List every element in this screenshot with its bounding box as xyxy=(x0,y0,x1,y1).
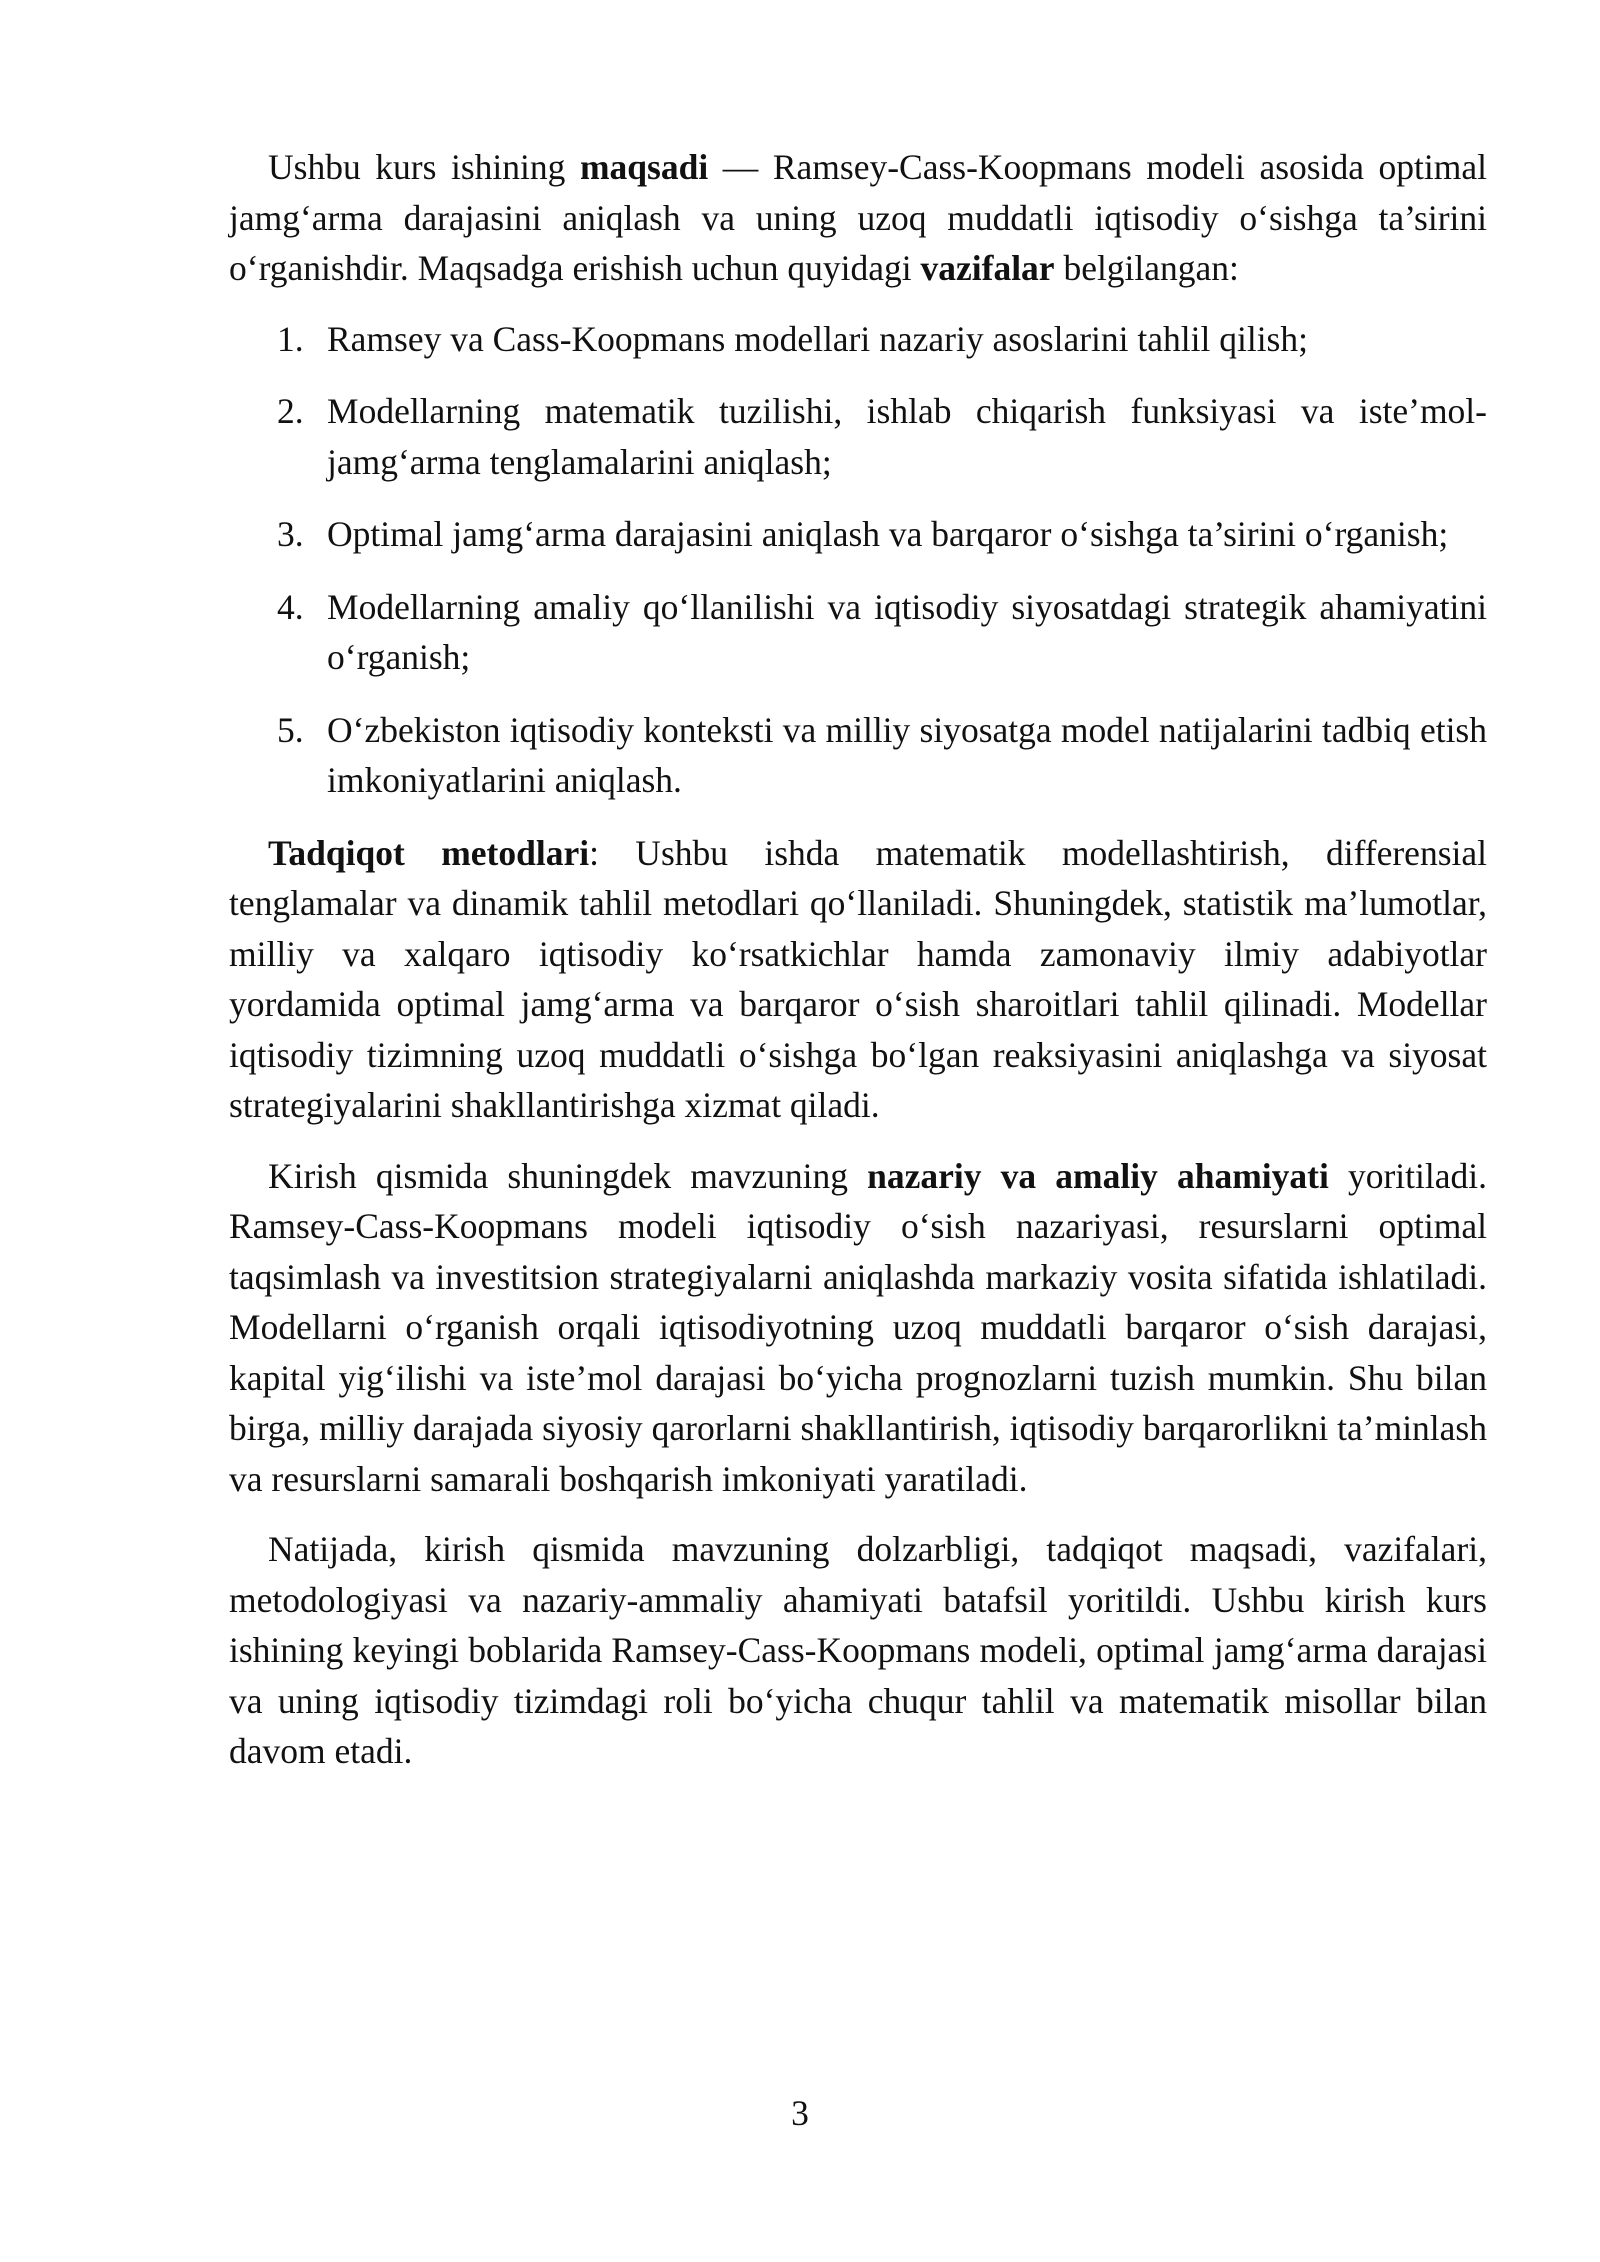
list-item-text: Modellarning matematik tuzilishi, ishlab chiqarish funksiyasi va iste’mol-jamg‘arma tenglamalarini aniqlash; xyxy=(327,391,1487,482)
goal-text-start: Ushbu kurs ishining xyxy=(268,147,580,187)
conclusion-text: Natijada, kirish qismida mavzuning dolzarbligi, tadqiqot maqsadi, vazifalari, metodologiyasi va nazariy-ammaliy ahamiyati batafsil yoritildi. Ushbu kirish kurs ishining keyingi boblarida Ramsey-Cass-Koopmans modeli, optimal jamg‘arma darajasi va uning iqtisodiy tizimdagi roli bo‘yicha chuqur tahlil va matematik misollar bilan davom etadi. xyxy=(229,1529,1487,1771)
list-item xyxy=(229,705,1487,806)
list-item-number: 2. xyxy=(277,391,304,431)
methods-text: : Ushbu ishda matematik modellashtirish, differensial tenglamalar va dinamik tahlil metodlari qo‘llaniladi. Shuningdek, statistik ma’lumotlar, milliy va xalqaro iqtisodiy ko‘rsatkichlar hamda zamonaviy ilmiy adabiyotlar yordamida optimal jamg‘arma va barqaror o‘sish sharoitlari tahlil qilinadi. Modellar iqtisodiy tizimning uzoq muddatli o‘sishga bo‘lgan reaksiyasini aniqlashga va siyosat strategiyalarini shakllantirishga xizmat qiladi. xyxy=(229,832,1487,1125)
document-page-body xyxy=(229,142,1487,1797)
list-item xyxy=(229,314,1487,365)
list-item-text: O‘zbekiston iqtisodiy konteksti va milliy siyosatga model natijalarini tadbiq etish imkoniyatlarini aniqlash. xyxy=(327,709,1487,800)
list-item-text: Ramsey va Cass-Koopmans modellari nazariy asoslarini tahlil qilish; xyxy=(327,318,1308,359)
methods-paragraph xyxy=(229,828,1487,1131)
list-item xyxy=(229,509,1487,560)
tasks-list xyxy=(229,314,1487,806)
significance-keyword: nazariy va amaliy ahamiyati xyxy=(867,1155,1329,1196)
list-item-number: 3. xyxy=(277,514,304,554)
methods-keyword: Tadqiqot metodlari xyxy=(268,832,590,873)
goal-text-middle: — Ramsey-Cass-Koopmans modeli asosida optimal jamg‘arma darajasini aniqlash va uning uzoq muddatli iqtisodiy o‘sishga ta’sirini o‘rganishdir. Maqsadga erishish uchun quyidagi xyxy=(229,147,1487,288)
significance-paragraph xyxy=(229,1151,1487,1505)
list-item-number: 4. xyxy=(277,586,304,627)
list-item xyxy=(229,582,1487,683)
significance-text-start: Kirish qismida shuningdek mavzuning xyxy=(268,1155,868,1196)
page-number: 3 xyxy=(791,2093,809,2133)
goal-paragraph xyxy=(229,142,1487,294)
tasks-keyword: vazifalar xyxy=(920,248,1055,288)
list-item-text: Modellarning amaliy qo‘llanilishi va iqtisodiy siyosatdagi strategik ahamiyatini o‘rganish; xyxy=(327,586,1487,677)
list-item-number: 5. xyxy=(277,709,304,750)
goal-text-end: belgilangan: xyxy=(1054,248,1239,288)
significance-text-end: yoritiladi. Ramsey-Cass-Koopmans modeli iqtisodiy o‘sish nazariyasi, resurslarni optimal taqsimlash va investitsion strategiyalarni aniqlashda markaziy vosita sifatida ishlatiladi. Modellarni o‘rganish orqali iqtisodiyotning uzoq muddatli barqaror o‘sish darajasi, kapital yig‘ilishi va iste’mol darajasi bo‘yicha prognozlarni tuzish mumkin. Shu bilan birga, milliy darajada siyosiy qarorlarni shakllantirish, iqtisodiy barqarorlikni ta’minlash va resurslarni samarali boshqarish imkoniyati yaratiladi. xyxy=(229,1155,1487,1499)
conclusion-paragraph xyxy=(229,1524,1487,1777)
goal-keyword: maqsadi xyxy=(579,147,709,187)
list-item-number: 1. xyxy=(277,318,304,359)
list-item xyxy=(229,386,1487,487)
list-item-text: Optimal jamg‘arma darajasini aniqlash va barqaror o‘sishga ta’sirini o‘rganish; xyxy=(327,514,1449,554)
